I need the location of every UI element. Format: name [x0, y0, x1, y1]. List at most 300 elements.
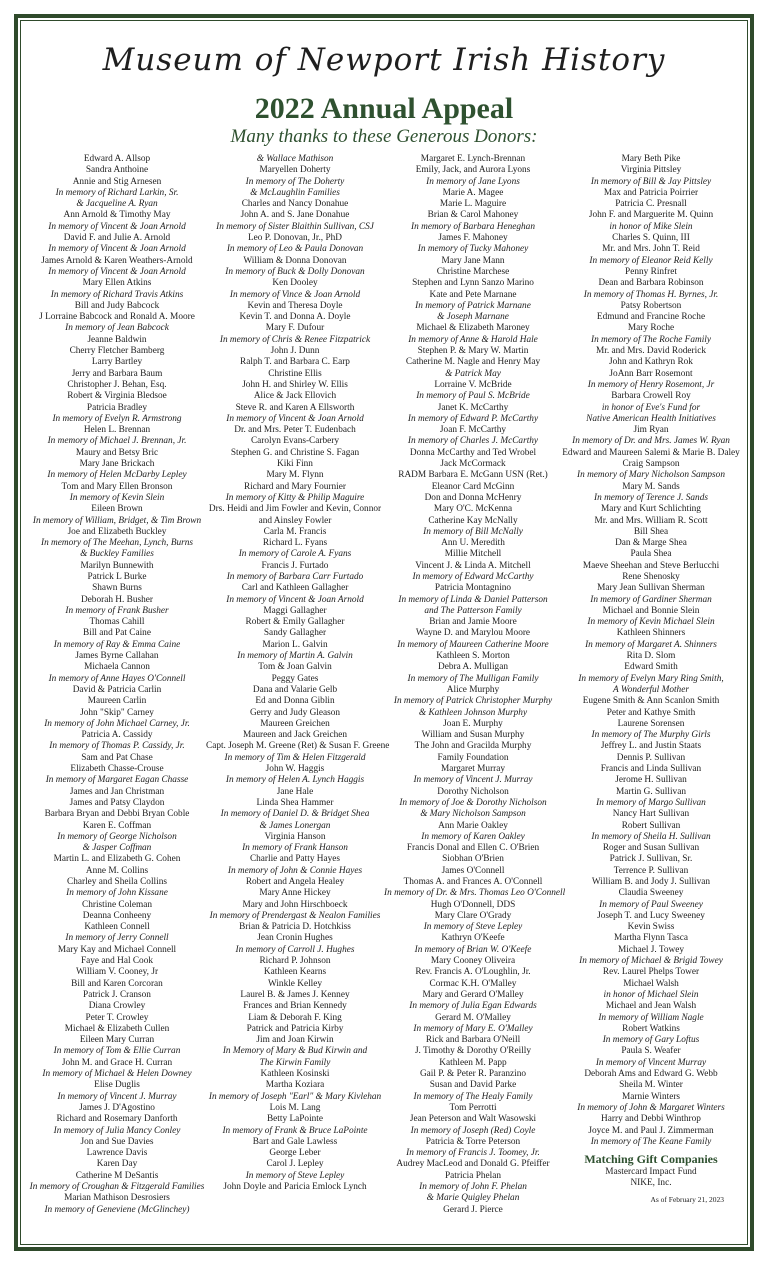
memorial-line: In memory of Thomas P. Cassidy, Jr. [49, 741, 185, 752]
donor-name: Peggy Gates [271, 673, 319, 684]
donor-name: Deborah Ams and Edward G. Webb [584, 1069, 718, 1080]
donor-name: Rick and Barbara O'Neill [425, 1035, 521, 1046]
memorial-line: & Kathleen Johnson Murphy [418, 707, 528, 718]
memorial-line: In memory of The Meehan, Lynch, Burns [40, 538, 194, 549]
donor-name: John H. and Shirley W. Ellis [242, 379, 348, 390]
donor-name: Patricia Phelan [444, 1170, 502, 1181]
donor-name: Claudia Sweeney [618, 888, 684, 899]
donor-name: Alice & Jack Ellovich [253, 391, 337, 402]
memorial-line: In memory of Evelyn R. Armstrong [52, 413, 182, 424]
donor-name: Mary O'C. McKenna [433, 504, 513, 515]
donor-name: Joan E. Murphy [443, 718, 503, 729]
memorial-line: In memory of Vince & Joan Arnold [229, 289, 361, 300]
memorial-line: & Wallace Mathison [256, 154, 334, 164]
donor-name: Christine Marchese [436, 266, 510, 277]
donor-name: Carl and Kathleen Gallagher [241, 583, 349, 594]
donor-list-4 [562, 154, 740, 1148]
donor-name: Laurene Sorensen [617, 718, 685, 729]
memorial-line: In memory of Mary Nicholson Sampson [577, 470, 725, 481]
memorial-line: In memory of Edward McCarthy [412, 571, 534, 582]
donor-name: Edward A. Allsop [83, 154, 151, 164]
donor-name: James O'Connell [441, 865, 505, 876]
donor-column-4 [562, 154, 740, 1246]
donor-name: John A. and S. Jane Donahue [240, 210, 350, 221]
memorial-line: & Buckley Families [80, 549, 154, 560]
donor-name: Jerome H. Sullivan [615, 775, 687, 786]
donor-name: Elizabeth Chasse-Crouse [70, 764, 164, 775]
donor-name: John Doyle and Paricia Emlock Lynch [223, 1182, 367, 1193]
donor-name: Christopher J. Behan, Esq. [67, 379, 167, 390]
memorial-line: In memory of Geneviene (McGlinchey) [44, 1204, 190, 1215]
donor-name: Don and Donna McHenry [424, 492, 522, 503]
donor-name: Dennis P. Sullivan [616, 752, 686, 763]
donor-name: Francis and Linda Sullivan [600, 764, 702, 775]
donor-name: Michael & Elizabeth Cullen [64, 1023, 170, 1034]
memorial-line: In memory of Anne Hayes O'Connell [48, 673, 186, 684]
donor-name: Edward and Maureen Salemi & Marie B. Daley [562, 447, 740, 458]
donor-name: Robert Sullivan [621, 820, 681, 831]
memorial-line: In memory of Margaret Eagan Chasse [45, 775, 189, 786]
memorial-line: In memory of Vincent & Joan Arnold [48, 244, 186, 255]
memorial-line: In memory of Carole A. Fyans [238, 549, 352, 560]
donor-name: Lois M. Lang [269, 1102, 321, 1113]
memorial-line: In memory of Leo & Paula Donovan [226, 244, 364, 255]
memorial-line: In memory of Frank Hanson [242, 843, 348, 854]
donor-name: Peter T. Crowley [85, 1012, 149, 1023]
memorial-line: In memory of Francis J. Toomey, Jr. [406, 1148, 540, 1159]
donor-name: Mary Jean Sullivan Sherman [597, 583, 705, 594]
donor-name: Karen E. Coffman [82, 820, 152, 831]
donor-name: Tom & Joan Galvin [258, 662, 332, 673]
donor-name: Maury and Betsy Bric [75, 447, 159, 458]
donor-name: Michael Walsh [623, 978, 679, 989]
donor-name: Mr. and Mrs. John T. Reid [602, 244, 700, 255]
donor-name: Bill and Karen Corcoran [71, 978, 163, 989]
memorial-line: In memory of Tom & Ellie Curran [53, 1046, 181, 1057]
donor-name: Catherine M. Nagle and Henry May [405, 357, 541, 368]
donor-name: John F. and Marguerite M. Quinn [588, 210, 714, 221]
memorial-line: In memory of Charles J. McCarthy [407, 436, 539, 447]
memorial-line: In memory of Karen Oakley [421, 831, 525, 842]
donor-name: Patricia & Torre Peterson [425, 1136, 521, 1147]
memorial-line: In memory of Jean Babcock [65, 323, 169, 334]
donor-name: Max and Patricia Poirrier [603, 187, 699, 198]
donor-name: Eileen Mary Curran [79, 1035, 155, 1046]
memorial-line: & McLaughlin Families [250, 187, 340, 198]
donor-name: Larry Bartley [91, 357, 143, 368]
memorial-line: In memory of Barbara Heneghan [411, 221, 535, 232]
donor-name: Robert and Angela Healey [245, 877, 345, 887]
donor-name: Eileen Brown [91, 504, 143, 515]
donor-name: Jerry and Barbara Baum [71, 368, 163, 379]
memorial-line: In memory of Michael & Helen Downey [42, 1069, 192, 1080]
donor-name: Ann Marie Oakley [438, 820, 508, 831]
donor-name: Brian and Jamie Moore [429, 617, 517, 628]
donor-name: Helen L. Brennan [83, 425, 151, 436]
donor-name: Sandra Anthoine [85, 165, 149, 176]
donor-name: J. Timothy & Dorothy O'Reilly [414, 1046, 532, 1057]
memorial-line: In memory of Frank & Bruce LaPointe [222, 1125, 368, 1136]
donor-name: Gerry and Judy Gleason [249, 707, 341, 718]
memorial-line: A Wonderful Mother [613, 684, 689, 695]
donor-name: Audrey MacLeod and Donald G. Pfeiffer [396, 1159, 550, 1170]
donor-name: Brian & Carol Mahoney [427, 210, 519, 221]
donor-name: Frances and Brian Kennedy [243, 1001, 347, 1012]
memorial-line: In memory of Margaret A. Shinners [585, 639, 717, 650]
donor-name: Mary F. Dufour [265, 323, 325, 334]
donor-name: Rev. Laurel Phelps Tower [602, 967, 700, 978]
memorial-line: In memory of Vincent & Joan Arnold [226, 413, 364, 424]
donor-name: Maeve Sheehan and Steve Berlucchi [582, 560, 720, 571]
donor-name: Richard and Mary Fournier [244, 481, 346, 492]
donor-name: JoAnn Barr Rosemont [609, 368, 693, 379]
donor-name: Barbara Bryan and Debbi Bryan Coble [44, 809, 190, 820]
memorial-line: In memory of Vincent Murray [595, 1057, 707, 1068]
donor-name: Dana and Valarie Gelb [252, 684, 338, 695]
donor-name: Patrick and Patricia Kirby [246, 1023, 344, 1034]
memorial-line: In memory of John F. Phelan [419, 1182, 527, 1193]
donor-name: Gerard J. Pierce [443, 1204, 503, 1215]
donor-name: Diana Crowley [88, 1001, 146, 1012]
donor-name: Steve R. and Karen A Ellsworth [235, 402, 355, 413]
donor-name: Jane Hale [276, 786, 314, 797]
donor-name: Cherry Fletcher Bamberg [69, 346, 165, 357]
donor-name: Patsy Robertson [620, 300, 682, 311]
donor-name: Mary Beth Pike [621, 154, 681, 164]
memorial-line: In memory of Henry Rosemont, Jr [587, 379, 715, 390]
donor-name: Patrick J. Cranson [83, 989, 151, 1000]
donor-name: Janet K. McCarthy [437, 402, 509, 413]
memorial-line: In memory of Paul Sweeney [599, 899, 703, 910]
memorial-line: In memory of John & Connie Hayes [227, 865, 363, 876]
memorial-line: In memory of Anne & Harold Hale [408, 334, 538, 345]
donor-name: William B. and Jody J. Sullivan [591, 877, 711, 887]
donor-name: James Byrne Callahan [75, 651, 159, 662]
donor-name: Maggi Gallagher [263, 605, 327, 616]
donor-name: John J. Dunn [270, 346, 320, 357]
donor-name: Marnie Winters [621, 1091, 681, 1102]
memorial-line: and The Patterson Family [424, 605, 522, 616]
memorial-line: In memory of Kitty & Philip Maguire [225, 492, 365, 503]
donor-name: Kevin Swiss [627, 922, 675, 933]
donor-name: Kathleen M. Papp [439, 1057, 507, 1068]
donor-name: Family Foundation [437, 752, 509, 763]
donor-name: Tom and Mary Ellen Bronson [61, 481, 173, 492]
donor-name: Brian & Patricia D. Hotchkiss [239, 922, 351, 933]
memorial-line: In memory of Eleanor Reid Kelly [589, 255, 713, 266]
donor-name: Jack McCormack [440, 459, 506, 470]
matching-gifts-title: Matching Gift Companies [584, 1152, 718, 1167]
donor-name: Capt. Joseph M. Greene (Ret) & Susan F. Greene [206, 741, 390, 752]
memorial-line: In memory of Julia Egan Edwards [409, 1001, 537, 1012]
donor-name: Mary and Gerard O'Malley [422, 989, 524, 1000]
donor-name: Annie and Stig Arnesen [72, 176, 162, 187]
memorial-line: In memory of Helen McDarby Lepley [47, 470, 187, 481]
donor-name: Maureen and Jack Greichen [242, 730, 348, 741]
donor-name: John and Kathryn Rok [609, 357, 693, 368]
donor-name: James Arnold & Karen Weathers-Arnold [41, 255, 193, 266]
memorial-line: In memory of Tim & Helen Fitzgerald [224, 752, 366, 763]
donor-name: Peter and Kathye Smith [606, 707, 696, 718]
donor-name: John W. Haggis [265, 764, 325, 775]
donor-name: Ed and Donna Giblin [255, 696, 335, 707]
donor-name: Deanna Conheeny [82, 910, 152, 921]
donor-name: Barbara Crowell Roy [611, 391, 691, 402]
memorial-line: In memory of The Roche Family [590, 334, 712, 345]
donor-name: Catherine Kay McNally [428, 515, 518, 526]
donor-name: Paula Shea [630, 549, 672, 560]
donor-name: Carol J. Lepley [266, 1159, 324, 1170]
donor-name: Rene Shenosky [622, 571, 680, 582]
donor-name: Roger and Susan Sullivan [602, 843, 700, 854]
donor-name: Margaret Murray [440, 764, 506, 775]
memorial-line: In memory of Vincent J. Murray [413, 775, 533, 786]
donor-name: Donna McCarthy and Ted Wrobel [409, 447, 537, 458]
memorial-line: In memory of Carroll J. Hughes [235, 944, 355, 955]
donor-name: Marie A. Magee [442, 187, 504, 198]
memorial-line: in honor of Mike Slein [609, 221, 693, 232]
memorial-line: In memory of Paul S. McBride [416, 391, 530, 402]
donor-name: Catherine M DeSantis [75, 1170, 159, 1181]
donor-name: Patricia Bradley [86, 402, 148, 413]
donor-name: Marion L. Galvin [262, 639, 328, 650]
donor-name: Gerard M. O'Malley [435, 1012, 511, 1023]
donor-name: Mary Cooney Oliveira [430, 956, 516, 967]
memorial-line: In memory of Gary Loftus [602, 1035, 700, 1046]
donor-name: John "Skip" Carney [80, 707, 154, 718]
donor-name: Edward Smith [624, 662, 678, 673]
memorial-line: In Memory of Mary & Bud Kirwin and [222, 1046, 368, 1057]
donor-name: Carolyn Evans-Carbery [250, 436, 340, 447]
donor-name: Winkle Kelley [267, 978, 323, 989]
donor-name: Tom Perrotti [449, 1102, 497, 1113]
donor-name: Ken Dooley [272, 278, 318, 289]
donor-name: John M. and Grace H. Curran [61, 1057, 173, 1068]
donor-name: Bart and Gale Lawless [252, 1136, 338, 1147]
donor-name: Sandy Gallagher [263, 628, 327, 639]
donor-name: James and Jan Christman [69, 786, 165, 797]
donor-name: Penny Rinfret [625, 266, 677, 277]
donor-name: Kathleen Kosinski [260, 1069, 330, 1080]
memorial-line: In memory of Ray & Emma Caine [53, 639, 181, 650]
memorial-line: & Mary Nicholson Sampson [420, 809, 526, 820]
as-of-date: As of February 21, 2023 [650, 1194, 724, 1204]
memorial-line: In memory of Joseph "Earl" & Mary Kivlehan [208, 1091, 382, 1102]
donor-column-1 [28, 154, 206, 1246]
donor-name: Michael & Elizabeth Maroney [416, 323, 530, 334]
memorial-line: & James Lonergan [259, 820, 331, 831]
memorial-line: In memory of Croughan & Fitzgerald Families [29, 1182, 205, 1193]
donor-name: The John and Gracilda Murphy [414, 741, 532, 752]
donor-name: William & Donna Donovan [243, 255, 347, 266]
matching-gift-company: Mastercard Impact Fund [605, 1167, 697, 1178]
donor-name: Maureen Carlin [87, 696, 147, 707]
donor-name: Mary Ellen Atkins [82, 278, 152, 289]
donor-name: RADM Barbara E. McGann USN (Ret.) [398, 470, 548, 481]
memorial-line: In memory of Kevin Slein [69, 492, 165, 503]
memorial-line: In memory of Vincent & Joan Arnold [226, 594, 364, 605]
donor-name: Karen Day [96, 1159, 138, 1170]
donor-name: Mary Anne Hickey [259, 888, 331, 899]
donor-name: Sheila M. Winter [619, 1080, 683, 1091]
appeal-title: 2022 Annual Appeal [254, 92, 514, 125]
memorial-line: In memory of Vincent & Joan Arnold [48, 266, 186, 277]
donor-name: Maryellen Doherty [259, 165, 331, 176]
memorial-line: & Marie Quigley Phelan [426, 1193, 520, 1204]
memorial-line: In memory of Helen A. Lynch Haggis [225, 775, 365, 786]
donor-name: Kevin T. and Donna A. Doyle [239, 312, 351, 323]
donor-name: Kevin and Theresa Doyle [247, 300, 343, 311]
donor-name: Richard L. Fyans [262, 538, 328, 549]
donor-name: Margaret E. Lynch-Brennan [420, 154, 526, 164]
memorial-line: In memory of Dr. & Mrs. Thomas Leo O'Connell [384, 888, 566, 899]
donor-name: Emily, Jack, and Aurora Lyons [415, 165, 531, 176]
memorial-line: In memory of Frank Busher [65, 605, 169, 616]
memorial-line: In memory of The Doherty [245, 176, 345, 187]
donor-name: David & Patricia Carlin [72, 684, 162, 695]
donor-name: Joseph T. and Lucy Sweeney [597, 910, 705, 921]
donor-name: Liam & Deborah F. King [248, 1012, 342, 1023]
donor-name: Robert Watkins [622, 1023, 680, 1034]
memorial-line: in honor of Michael Slein [603, 989, 699, 1000]
memorial-line: In memory of Bill & Jay Pittsley [590, 176, 712, 187]
donor-name: Leo P. Donovan, Jr., PhD [247, 233, 342, 244]
donor-name: J Lorraine Babcock and Ronald A. Moore [39, 312, 195, 323]
memorial-line: In memory of Edward P. McCarthy [407, 413, 539, 424]
memorial-line: In memory of Evelyn Mary Ring Smith, [578, 673, 724, 684]
donor-name: Kathleen S. Morton [436, 651, 510, 662]
memorial-line: In memory of Kevin Michael Slein [587, 617, 715, 628]
donor-name: Marilyn Bunnewith [80, 560, 154, 571]
donor-name: Jeffrey L. and Justin Staats [600, 741, 702, 752]
page-header [0, 40, 768, 148]
memorial-line: In memory of Maureen Catherine Moore [397, 639, 549, 650]
memorial-line: In memory of Sister Blaithin Sullivan, CSJ [216, 221, 374, 232]
donor-name: James J. D'Agostino [79, 1102, 155, 1113]
donor-name: Thomas A. and Frances A. O'Connell [403, 877, 543, 887]
donor-name: Charles S. Quinn, III [612, 233, 690, 244]
donor-name: Siobhan O'Brien [442, 854, 504, 865]
matching-gift-company: NIKE, Inc. [630, 1178, 672, 1189]
memorial-line: In memory of Barbara Carr Furtado [226, 571, 364, 582]
donor-name: Joyce M. and Paul J. Zimmerman [588, 1125, 714, 1136]
donor-name: Patricia Montagnino [434, 583, 512, 594]
memorial-line: In memory of George Nicholson [57, 831, 177, 842]
donor-name: Mr. and Mrs. William R. Scott [594, 515, 708, 526]
donor-name: Craig Sampson [622, 459, 680, 470]
memorial-line: In memory of Richard Larkin, Sr. [55, 187, 179, 198]
memorial-line: In memory of Jerry Connell [65, 933, 169, 944]
donor-name: Christine Coleman [82, 899, 152, 910]
donor-name: Patrick J. Sullivan, Sr. [609, 854, 693, 865]
memorial-line: In memory of Martin A. Galvin [237, 651, 353, 662]
memorial-line: & Jasper Coffman [82, 843, 152, 854]
memorial-line: In memory of Buck & Dolly Donovan [225, 266, 365, 277]
donor-name: Virginia Pittsley [620, 165, 682, 176]
memorial-line: In memory of John Kissane [66, 888, 168, 899]
memorial-line: In memory of Mary E. O'Malley [413, 1023, 533, 1034]
donor-name: Millie Mitchell [444, 549, 502, 560]
donor-name: Thomas Cahill [89, 617, 145, 628]
donor-name: Christine Ellis [268, 368, 322, 379]
donor-name: Francis Donal and Ellen C. O'Brien [406, 843, 540, 854]
donor-name: Linda Shea Hammer [256, 797, 334, 808]
donor-name: Rita D. Slom [626, 651, 676, 662]
donor-name: Martin L. and Elizabeth G. Cohen [53, 854, 181, 865]
donor-name: Michaela Cannon [84, 662, 150, 673]
donor-name: Jean Cronin Hughes [257, 933, 333, 944]
donor-name: Mary and John Hirschboeck [242, 899, 348, 910]
donor-name: Michael and Bonnie Slein [602, 605, 700, 616]
memorial-line: In memory of Terence J. Sands [594, 492, 708, 503]
donor-name: Kathleen Connell [84, 922, 150, 933]
donor-name: Jean Peterson and Walt Wasowski [409, 1114, 537, 1125]
donor-name: Joe and Elizabeth Buckley [67, 526, 167, 537]
donor-name: Eugene Smith & Ann Scanlon Smith [582, 696, 720, 707]
donor-name: Stephen G. and Christine S. Fagan [230, 447, 360, 458]
donor-name: Mary Jane Brickach [79, 459, 155, 470]
memorial-line: In memory of John Michael Carney, Jr. [44, 718, 190, 729]
donor-name: Dorothy Nicholson [437, 786, 509, 797]
memorial-line: In memory of William, Bridget, & Tim Brown [32, 515, 202, 526]
donor-name: Michael J. Towey [617, 944, 685, 955]
memorial-line: In memory of Steve Lepley [423, 922, 523, 933]
donor-name: Martin G. Sullivan [616, 786, 686, 797]
donor-name: and Ainsley Fowler [258, 515, 332, 526]
donor-name: Mr. and Mrs. David Roderick [596, 346, 706, 357]
donor-name: Nancy Hart Sullivan [612, 809, 690, 820]
donor-name: Jeanne Baldwin [87, 334, 147, 345]
donor-name: Bill Shea [633, 526, 669, 537]
donor-name: Anne M. Collins [85, 865, 149, 876]
donor-name: Terrence P. Sullivan [613, 865, 689, 876]
memorial-line: In memory of Linda & Daniel Patterson [398, 594, 548, 605]
donor-name: Mary Roche [627, 323, 675, 334]
donor-name: Shawn Burns [92, 583, 142, 594]
memorial-line: In memory of Joe & Dorothy Nicholson [399, 797, 547, 808]
donor-name: Elise Duglis [94, 1080, 140, 1091]
donor-name: Kiki Finn [277, 459, 313, 470]
donor-name: Richard and Rosemary Danforth [56, 1114, 178, 1125]
memorial-line: In memory of Julia Mancy Conley [53, 1125, 181, 1136]
memorial-line: In memory of Chris & Renee Fitzpatrick [219, 334, 371, 345]
donor-name: Charley and Sheila Collins [67, 877, 167, 887]
donor-name: Kathleen Kearns [263, 967, 327, 978]
donor-name: Patrick L Burke [87, 571, 147, 582]
memorial-line: In memory of Michael J. Brennan, Jr. [47, 436, 187, 447]
memorial-line: & Patrick May [445, 368, 501, 379]
donor-name: Ann Arnold & Timothy May [63, 210, 171, 221]
memorial-line: In memory of Sheila H. Sullivan [591, 831, 711, 842]
donor-name: Ann U. Meredith [441, 538, 505, 549]
memorial-line: The Kirwin Family [259, 1057, 331, 1068]
donor-name: Harry and Debbi Winthrop [601, 1114, 701, 1125]
memorial-line: In memory of William Nagle [598, 1012, 704, 1023]
donor-name: Lorraine V. McBride [434, 379, 512, 390]
donor-name: Vincent J. & Linda A. Mitchell [415, 560, 531, 571]
memorial-line: In memory of John & Margaret Winters [577, 1102, 725, 1113]
donor-name: Hugh O'Donnell, DDS [430, 899, 516, 910]
memorial-line: & Jacqueline A. Ryan [76, 199, 158, 210]
donor-name: Gail P. & Peter R. Paranzino [419, 1069, 527, 1080]
donor-name: Charlie and Patty Hayes [249, 854, 341, 865]
donor-name: Mary Clare O'Grady [434, 910, 512, 921]
donor-name: Virginia Hanson [264, 831, 326, 842]
donor-name: Mary M. Sands [622, 481, 680, 492]
donor-columns [28, 154, 740, 1246]
memorial-line: In memory of The Keane Family [590, 1136, 712, 1147]
donor-name: Alice Murphy [446, 684, 500, 695]
